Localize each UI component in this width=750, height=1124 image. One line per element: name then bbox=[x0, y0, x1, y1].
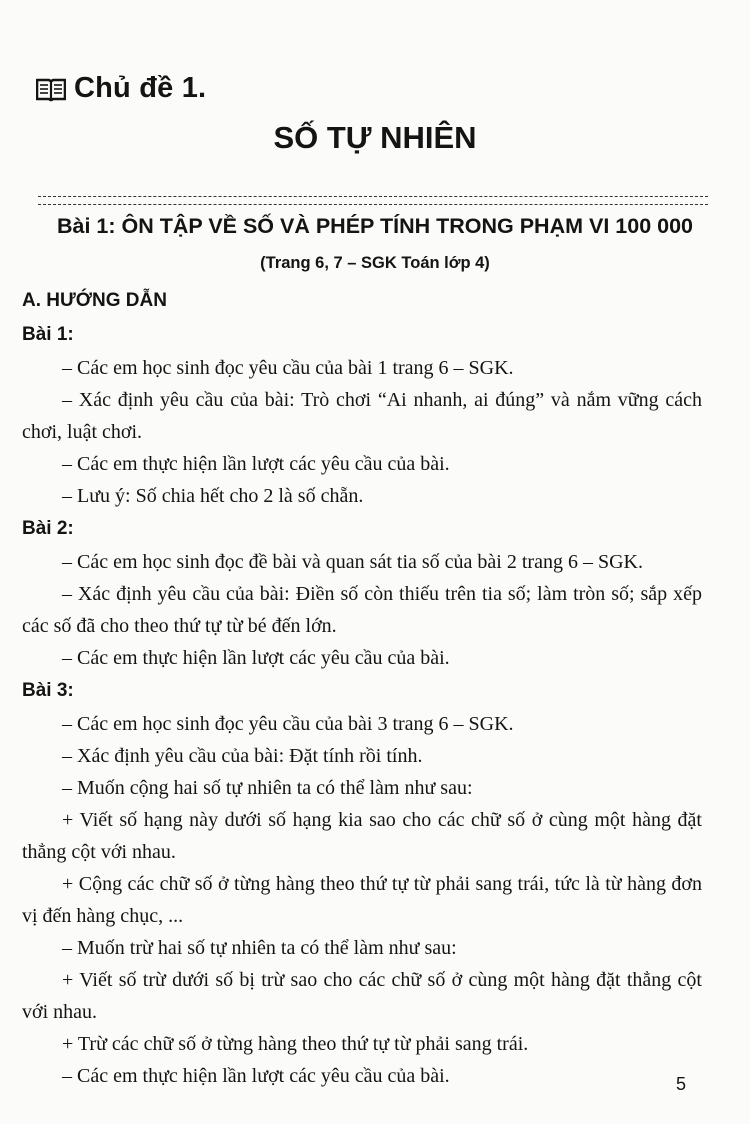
exercise-1-line: – Xác định yêu cầu của bài: Trò chơi “Ai nhanh, ai đúng” và nắm vững cách chơi, luật chơi. bbox=[22, 389, 702, 443]
exercise-3-line: + Viết số hạng này dưới số hạng kia sao cho các chữ số ở cùng một hàng đặt thẳng cột với nhau. bbox=[22, 809, 702, 863]
divider-dashed-top bbox=[38, 196, 708, 197]
lesson-title: Bài 1: ÔN TẬP VỀ SỐ VÀ PHÉP TÍNH TRONG PHẠM VI 100 000 bbox=[56, 214, 693, 238]
section-heading: A. HƯỚNG DẪN bbox=[22, 290, 167, 311]
exercise-3-line: – Xác định yêu cầu của bài: Đặt tính rồi tính. bbox=[62, 745, 423, 767]
exercise-3-line: – Các em học sinh đọc yêu cầu của bài 3 trang 6 – SGK. bbox=[62, 713, 514, 735]
exercise-2-line: – Các em học sinh đọc đề bài và quan sát tia số của bài 2 trang 6 – SGK. bbox=[62, 551, 643, 573]
exercise-1-line: – Các em học sinh đọc yêu cầu của bài 1 trang 6 – SGK. bbox=[62, 357, 514, 379]
exercise-3-line: + Cộng các chữ số ở từng hàng theo thứ tự từ phải sang trái, tức là từ hàng đơn vị đến hàng chục, ... bbox=[22, 873, 702, 927]
chapter-label: Chủ đề 1. bbox=[74, 72, 207, 104]
exercise-3-line: – Các em thực hiện lần lượt các yêu cầu của bài. bbox=[62, 1065, 450, 1087]
page-number: 5 bbox=[676, 1074, 687, 1094]
chapter-header bbox=[36, 72, 206, 105]
exercise-1-heading: Bài 1: bbox=[22, 324, 74, 345]
exercise-3-heading: Bài 3: bbox=[22, 680, 74, 701]
lesson-subtitle: (Trang 6, 7 – SGK Toán lớp 4) bbox=[260, 254, 490, 272]
divider-dashed-bottom bbox=[38, 204, 708, 205]
exercise-2-heading: Bài 2: bbox=[22, 518, 74, 539]
exercise-3-line: – Muốn cộng hai số tự nhiên ta có thể làm như sau: bbox=[62, 777, 473, 799]
exercise-1-line: – Các em thực hiện lần lượt các yêu cầu của bài. bbox=[62, 453, 450, 475]
exercise-1-line: – Lưu ý: Số chia hết cho 2 là số chẵn. bbox=[62, 485, 364, 507]
topic-title: SỐ TỰ NHIÊN bbox=[273, 120, 477, 155]
lesson-content bbox=[22, 284, 702, 1092]
exercise-3-line: + Viết số trừ dưới số bị trừ sao cho các chữ số ở cùng một hàng đặt thẳng cột với nhau. bbox=[22, 969, 702, 1023]
exercise-3-line: + Trừ các chữ số ở từng hàng theo thứ tự từ phải sang trái. bbox=[62, 1033, 529, 1055]
exercise-3-line: – Muốn trừ hai số tự nhiên ta có thể làm như sau: bbox=[62, 937, 457, 959]
exercise-2-line: – Các em thực hiện lần lượt các yêu cầu của bài. bbox=[62, 647, 450, 669]
open-book-icon bbox=[36, 76, 66, 102]
exercise-2-line: – Xác định yêu cầu của bài: Điền số còn thiếu trên tia số; làm tròn số; sắp xếp các số đã cho theo thứ tự từ bé đến lớn. bbox=[22, 583, 702, 637]
